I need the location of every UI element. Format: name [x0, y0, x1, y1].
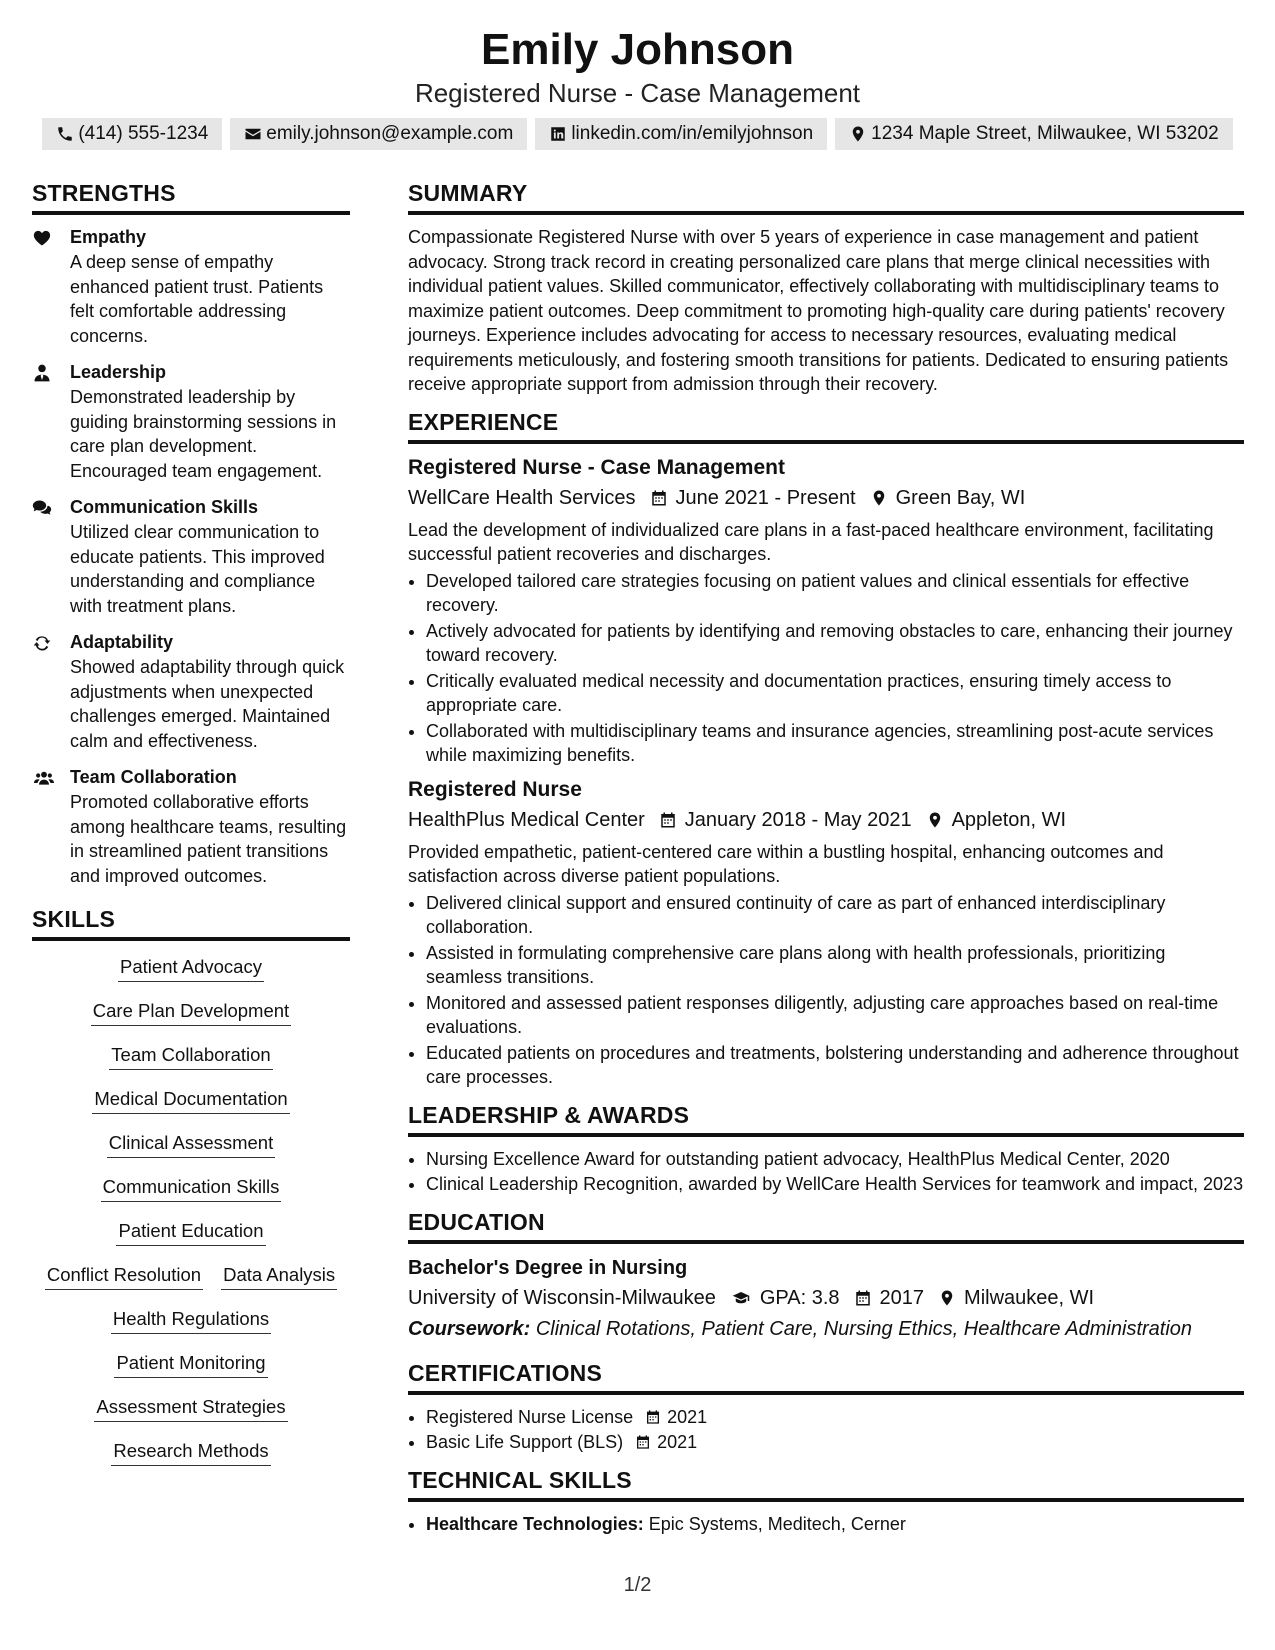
phone-icon — [56, 125, 74, 143]
job-bullets — [408, 569, 1244, 768]
skills-heading: SKILLS — [32, 904, 350, 941]
skill-tag: Clinical Assessment — [107, 1131, 276, 1158]
strength-item — [32, 630, 350, 753]
strength-description: A deep sense of empathy enhanced patient trust. Patients felt comfortable addressing concerns. — [70, 252, 324, 346]
calendar-icon — [650, 489, 668, 507]
award-item: • Clinical Leadership Recognition, awarded by WellCare Health Services for teamwork and impact, 2023 — [426, 1172, 1244, 1197]
company-name: HealthPlus Medical Center — [408, 808, 645, 831]
skill-tag: Communication Skills — [101, 1175, 282, 1202]
job-location: Appleton, WI — [951, 808, 1067, 831]
strength-description: Utilized clear communication to educate patients. This improved understanding and compliance with treatment plans. — [70, 522, 325, 616]
certification-item — [426, 1430, 1244, 1455]
job-entry — [408, 454, 1244, 768]
envelope-icon — [244, 125, 262, 143]
linkedin-text: linkedin.com/in/emilyjohnson — [571, 123, 814, 144]
skill-tag: Patient Monitoring — [114, 1351, 267, 1378]
company-name: WellCare Health Services — [408, 486, 636, 509]
skill-tag: Conflict Resolution — [45, 1263, 203, 1290]
calendar-icon — [635, 1434, 651, 1450]
job-bullets — [408, 891, 1244, 1090]
page-number: 1/2 — [623, 1574, 652, 1596]
strength-name: Team Collaboration — [70, 767, 237, 787]
calendar-icon — [854, 1289, 872, 1307]
job-bullet: • Actively advocated for patients by identifying and removing obstacles to care, enhancing their journey toward recovery. — [426, 619, 1244, 668]
job-title: Registered Nurse — [408, 777, 582, 801]
awards-list — [408, 1147, 1244, 1197]
degree-name: Bachelor's Degree in Nursing — [408, 1256, 688, 1279]
awards-heading: LEADERSHIP & AWARDS — [408, 1100, 1244, 1137]
job-location: Green Bay, WI — [895, 486, 1026, 509]
job-entry — [408, 776, 1244, 1090]
job-bullet: • Delivered clinical support and ensured continuity of care as part of enhanced interdisciplinary collaboration. — [426, 891, 1244, 940]
education-section — [408, 1207, 1244, 1344]
skill-tag: Medical Documentation — [92, 1087, 289, 1114]
experience-heading: EXPERIENCE — [408, 407, 1244, 444]
email-text: emily.johnson@example.com — [266, 123, 514, 144]
strength-name: Empathy — [70, 227, 147, 247]
job-dates: June 2021 - Present — [675, 486, 856, 509]
technical-skills-section — [408, 1465, 1244, 1537]
left-column — [32, 178, 350, 1483]
graduation-year: 2017 — [879, 1286, 925, 1309]
certifications-section — [408, 1358, 1244, 1455]
experience-section — [408, 407, 1244, 1090]
skill-tag: Patient Advocacy — [118, 955, 264, 982]
contact-linkedin[interactable] — [535, 118, 827, 150]
certification-item — [426, 1405, 1244, 1430]
skill-tag: Care Plan Development — [91, 999, 291, 1026]
strength-item — [32, 225, 350, 348]
technical-skill-value: Epic Systems, Meditech, Cerner — [648, 1513, 906, 1534]
job-meta — [408, 804, 1244, 836]
summary-section — [408, 178, 1244, 397]
graduation-cap-icon — [730, 1289, 752, 1307]
technical-skills-heading: TECHNICAL SKILLS — [408, 1465, 1244, 1502]
contact-bar — [0, 118, 1275, 150]
award-item: • Nursing Excellence Award for outstanding patient advocacy, HealthPlus Medical Center, 2020 — [426, 1147, 1244, 1172]
job-dates: January 2018 - May 2021 — [684, 808, 912, 831]
job-bullet: • Monitored and assessed patient responses diligently, adjusting care approaches based on real-time evaluations. — [426, 991, 1244, 1040]
gpa-text: GPA: 3.8 — [759, 1286, 840, 1309]
strengths-list — [32, 225, 350, 888]
job-title: Registered Nurse - Case Management — [408, 455, 785, 479]
skills-list — [32, 955, 350, 1483]
technical-skills-list — [408, 1512, 1244, 1537]
strength-name: Leadership — [70, 362, 167, 382]
skill-tag: Health Regulations — [111, 1307, 271, 1334]
strength-description: Promoted collaborative efforts among healthcare teams, resulting in streamlined patient transitions and improved outcomes. — [70, 792, 347, 886]
job-bullet: • Educated patients on procedures and treatments, bolstering understanding and adherence throughout care processes. — [426, 1041, 1244, 1090]
certifications-list — [408, 1405, 1244, 1455]
comments-icon — [32, 498, 52, 518]
job-description: Lead the development of individualized care plans in a fast-paced healthcare environment, facilitating successful patient recoveries and discharges. — [408, 519, 1214, 564]
sync-icon — [32, 633, 52, 653]
summary-heading: SUMMARY — [408, 178, 1244, 215]
job-bullet: • Assisted in formulating comprehensive care plans along with health professionals, prioritizing seamless transitions. — [426, 941, 1244, 990]
strength-item — [32, 765, 350, 888]
coursework-label: Coursework: — [408, 1317, 531, 1340]
summary-text: Compassionate Registered Nurse with over 5 years of experience in case management and patient advocacy. Strong track record in creating personalized care plans that merge clinical necessities with individual patient values. Skilled communicator, effectively collaborating with multidisciplinary teams to maximize patient outcomes. Deep commitment to promoting high-quality care during patients' recovery journeys. Experience includes advocating for access to necessary resources, evaluating medical requirements meticulously, and fostering smooth transitions for patients. Dedicated to ensuring patients receive appropriate support from admission through their recovery. — [408, 227, 1229, 394]
strengths-heading: STRENGTHS — [32, 178, 350, 215]
map-marker-icon — [870, 489, 888, 507]
candidate-name: Emily Johnson — [481, 25, 794, 74]
education-meta — [408, 1282, 1244, 1314]
strength-item — [32, 495, 350, 618]
job-meta — [408, 482, 1244, 514]
heart-icon — [32, 228, 52, 248]
skill-tag: Research Methods — [111, 1439, 270, 1466]
map-marker-icon — [938, 1289, 956, 1307]
school-location: Milwaukee, WI — [964, 1286, 1095, 1309]
awards-section — [408, 1100, 1244, 1197]
skill-tag: Patient Education — [116, 1219, 265, 1246]
certification-name: • Registered Nurse License — [426, 1406, 634, 1427]
strength-name: Communication Skills — [70, 497, 259, 517]
contact-email[interactable] — [230, 118, 527, 150]
certification-year: 2021 — [657, 1432, 698, 1452]
job-bullet: • Critically evaluated medical necessity and documentation practices, ensuring timely access to appropriate care. — [426, 669, 1244, 718]
skill-tag: Data Analysis — [221, 1263, 337, 1290]
coursework-text: Clinical Rotations, Patient Care, Nursing Ethics, Healthcare Administration — [535, 1317, 1193, 1340]
education-heading: EDUCATION — [408, 1207, 1244, 1244]
certification-year: 2021 — [667, 1406, 708, 1427]
candidate-headline: Registered Nurse - Case Management — [414, 78, 861, 108]
contact-phone[interactable] — [42, 118, 222, 150]
strength-description: Showed adaptability through quick adjustments when unexpected challenges emerged. Maintained calm and effectiveness. — [70, 657, 345, 751]
map-marker-icon — [849, 125, 867, 143]
map-marker-icon — [926, 811, 944, 829]
linkedin-icon — [549, 125, 567, 143]
technical-skill-label: Healthcare Technologies: — [426, 1513, 644, 1534]
technical-skill-item — [426, 1512, 1244, 1537]
skill-tag: Team Collaboration — [109, 1043, 272, 1070]
address-text: 1234 Maple Street, Milwaukee, WI 53202 — [871, 123, 1219, 144]
certification-name: • Basic Life Support (BLS) — [426, 1432, 624, 1452]
calendar-icon — [659, 811, 677, 829]
resume-header — [0, 0, 1275, 150]
job-bullet: • Developed tailored care strategies focusing on patient values and clinical essentials for effective recovery. — [426, 569, 1244, 618]
skill-tag: Assessment Strategies — [94, 1395, 287, 1422]
phone-text: (414) 555-1234 — [78, 123, 209, 144]
strength-name: Adaptability — [70, 632, 174, 652]
users-icon — [32, 768, 56, 788]
right-column — [408, 178, 1244, 1546]
strength-item — [32, 360, 350, 483]
job-bullet: • Collaborated with multidisciplinary teams and insurance agencies, streamlining post-acute services while maximizing benefits. — [426, 719, 1244, 768]
coursework-line — [408, 1314, 1244, 1344]
user-tie-icon — [32, 363, 52, 383]
job-description: Provided empathetic, patient-centered care within a bustling hospital, enhancing outcomes and satisfaction across diverse patient populations. — [408, 841, 1164, 886]
certifications-heading: CERTIFICATIONS — [408, 1358, 1244, 1395]
contact-address — [835, 118, 1232, 150]
calendar-icon — [645, 1409, 661, 1425]
school-name: University of Wisconsin-Milwaukee — [408, 1286, 716, 1309]
strength-description: Demonstrated leadership by guiding brainstorming sessions in care plan development. Encouraged team engagement. — [70, 387, 337, 481]
